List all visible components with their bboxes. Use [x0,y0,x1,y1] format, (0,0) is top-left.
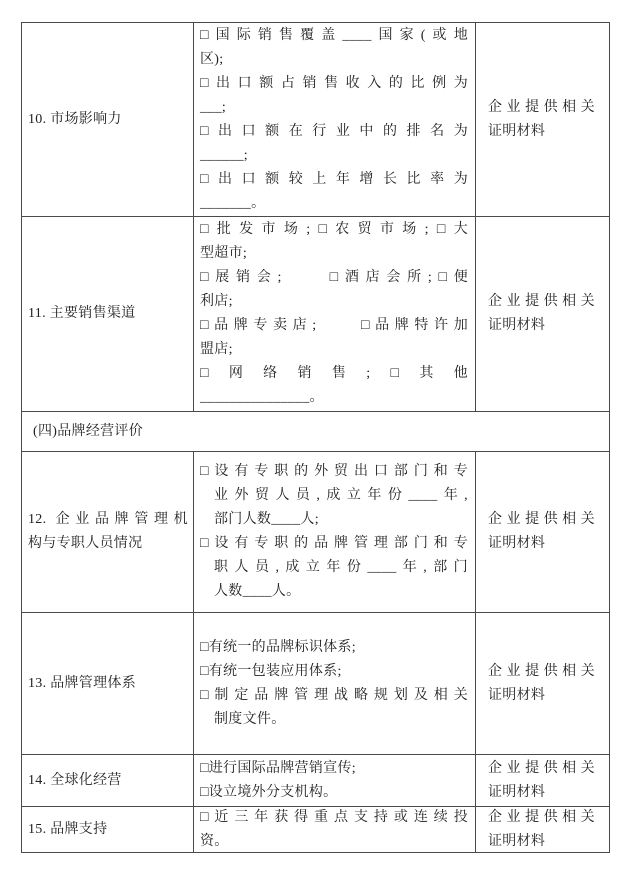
criteria-line: 资。 [200,833,229,849]
section-title-cell [22,412,609,451]
criteria-cell [194,23,476,216]
criteria-line: □展销会; □酒店会所;□便 [200,270,468,285]
evidence-line: 企业提供相关 [488,760,595,776]
evidence-cell [476,452,609,612]
evidence-line: 证明材料 [488,784,546,800]
item-label-cell [22,807,194,852]
evidence-line: 证明材料 [488,536,546,551]
item-label-line: 13. 品牌管理体系 [28,675,136,691]
item-label-line: 构与专职人员情况 [28,536,143,551]
evidence-line: 证明材料 [488,687,546,703]
criteria-cell [194,755,476,806]
criteria-line: □国际销售覆盖____国家(或地 [200,27,468,43]
section-title: (四)品牌经营评价 [33,423,144,439]
criteria-line: □进行国际品牌营销宣传; [200,760,356,776]
table-row [22,754,609,806]
criteria-line: □制定品牌管理战略规划及相关 [200,687,468,703]
criteria-line: □出口额较上年增长比率为 [200,171,468,187]
item-label-line: 12. 企业品牌管理机 [28,512,188,527]
item-label-cell [22,217,194,411]
table-row [22,806,609,852]
table-row [22,216,609,411]
criteria-line: □出口额占销售收入的比例为 [200,75,468,91]
criteria-line: 型超市; [200,246,248,261]
criteria-line: ______; [200,147,248,163]
criteria-line: □出口额在行业中的排名为 [200,123,468,139]
criteria-line: 人数____人。 [214,584,301,599]
evidence-cell [476,217,609,411]
criteria-line: _______________。 [200,390,324,405]
criteria-line: 职人员,成立年份____年,部门 [214,560,468,575]
item-label-line: 14. 全球化经营 [28,772,122,788]
item-label-cell [22,755,194,806]
criteria-line: □设有专职的品牌管理部门和专 [200,536,468,551]
table-row [22,612,609,754]
criteria-line: 业外贸人员,成立年份____年, [214,488,468,503]
criteria-line: ___; [200,99,227,115]
criteria-line: 利店; [200,294,233,309]
evidence-line: 证明材料 [488,833,546,849]
evidence-line: 企业提供相关 [488,512,595,527]
table-row [22,23,609,216]
criteria-line: □网络销售;□其他 [200,366,468,381]
section-header-row [22,411,609,451]
criteria-cell [194,217,476,411]
item-label-line: 10. 市场影响力 [28,111,122,127]
evaluation-table [21,22,610,853]
criteria-line: _______。 [200,195,266,211]
item-label-line: 11. 主要销售渠道 [28,306,136,321]
criteria-line: □设有专职的外贸出口部门和专 [200,464,468,479]
criteria-cell [194,452,476,612]
table-row [22,451,609,612]
evidence-cell [476,755,609,806]
criteria-line: □有统一包装应用体系; [200,663,342,679]
criteria-cell [194,807,476,852]
criteria-line: 部门人数____人; [214,512,319,527]
item-label-cell [22,613,194,754]
item-label-cell [22,452,194,612]
item-label-cell [22,23,194,216]
criteria-line: 制度文件。 [214,711,286,727]
criteria-line: □批发市场;□农贸市场;□大 [200,222,468,237]
criteria-line: 盟店; [200,342,233,357]
criteria-line: □品牌专卖店; □品牌特许加 [200,318,468,333]
item-label-line: 15. 品牌支持 [28,821,108,837]
evidence-cell [476,23,609,216]
evidence-line: 企业提供相关 [488,663,595,679]
evidence-line: 证明材料 [488,318,546,333]
criteria-line: 区); [200,51,224,67]
evidence-line: 企业提供相关 [488,294,595,309]
evidence-line: 企业提供相关 [488,99,595,115]
evidence-cell [476,807,609,852]
criteria-line: □设立境外分支机构。 [200,784,338,800]
evidence-line: 企业提供相关 [488,809,595,825]
criteria-cell [194,613,476,754]
criteria-line: □有统一的品牌标识体系; [200,639,356,655]
criteria-line: □近三年获得重点支持或连续投 [200,809,468,825]
evidence-line: 证明材料 [488,123,546,139]
evidence-cell [476,613,609,754]
